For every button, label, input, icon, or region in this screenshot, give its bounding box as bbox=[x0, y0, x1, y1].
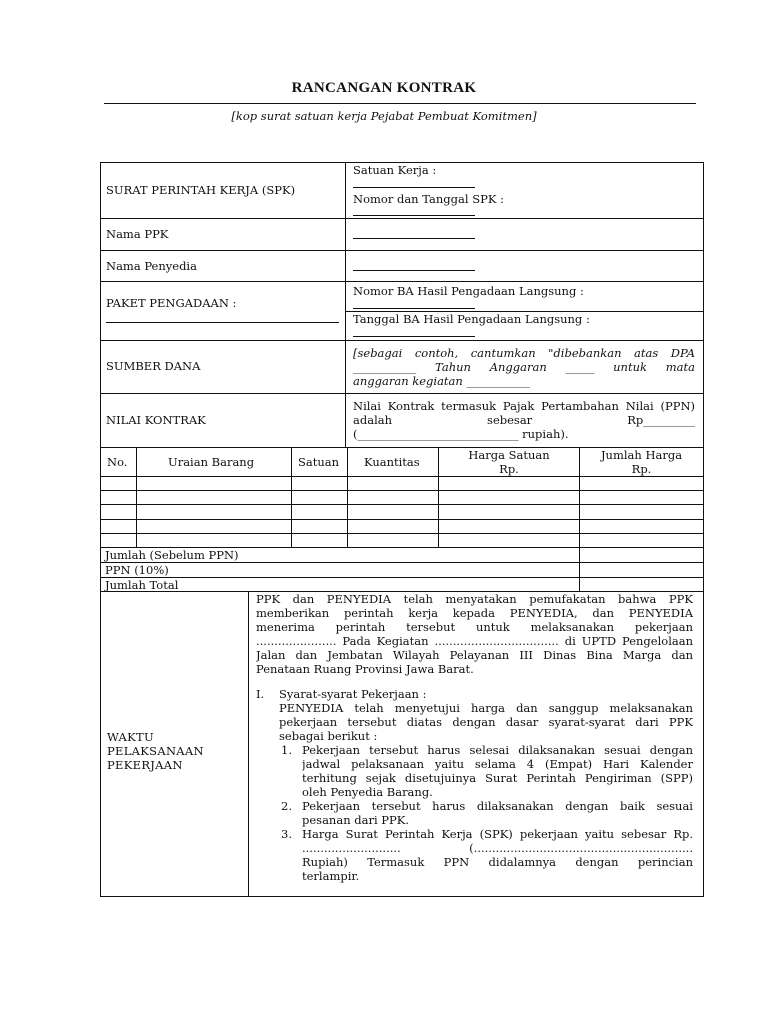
nilai-kontrak-label: NILAI KONTRAK bbox=[106, 413, 206, 427]
list-item-number: 1. bbox=[281, 743, 292, 757]
col-header-harga-satuan: Harga Satuan Rp. bbox=[468, 448, 550, 476]
waktu-label: WAKTU PELAKSANAAN PEKERJAAN bbox=[107, 730, 204, 772]
section-title: Syarat-syarat Pekerjaan : bbox=[279, 687, 427, 701]
col-header-kuantitas: Kuantitas bbox=[364, 455, 420, 469]
list-item-number: 2. bbox=[281, 799, 292, 813]
col-header-satuan: Satuan bbox=[298, 455, 340, 469]
title-rule bbox=[104, 103, 696, 104]
paket-pengadaan-blank bbox=[106, 322, 339, 323]
spk-label: SURAT PERINTAH KERJA (SPK) bbox=[106, 183, 296, 197]
tanggal-ba-blank bbox=[353, 336, 475, 337]
waktu-intro-paragraph: PPK dan PENYEDIA telah menyatakan pemufakatan bahwa PPK memberikan perintah kerja kepada PENYEDIA, dan PENYEDIA menerima perintah tersebut untuk melaksanakan pekerjaan ...................... Pada Kegiatan .................................. di UPTD Pengelolaan Jalan dan Jembatan Wilayah Pelayanan III Dinas Bina Marga dan Penataan Ruang Provinsi Jawa Barat. bbox=[256, 592, 693, 676]
section-paragraph: PENYEDIA telah menyetujui harga dan sanggup melaksanakan pekerjaan tersebut diatas dengan dasar syarat-syarat dari PPK sebagai berikut : bbox=[279, 701, 693, 743]
nomor-ba-label: Nomor BA Hasil Pengadaan Langsung : bbox=[353, 284, 584, 298]
document-title: RANCANGAN KONTRAK bbox=[291, 80, 477, 96]
section-number: I. bbox=[256, 687, 265, 701]
nama-penyedia-blank bbox=[353, 270, 475, 271]
summary-jumlah-sebelum-ppn: Jumlah (Sebelum PPN) bbox=[105, 548, 239, 562]
summary-ppn: PPN (10%) bbox=[105, 563, 169, 577]
summary-jumlah-total: Jumlah Total bbox=[105, 578, 179, 592]
nama-ppk-label: Nama PPK bbox=[106, 227, 169, 241]
sumber-dana-text: [sebagai contoh, cantumkan "dibebankan atas DPA ___________ Tahun Anggaran _____ untuk mata anggaran kegiatan ___________ bbox=[353, 346, 695, 388]
nama-penyedia-label: Nama Penyedia bbox=[106, 259, 197, 273]
document-subtitle: [kop surat satuan kerja Pejabat Pembuat Komitmen] bbox=[231, 109, 537, 123]
col-header-no: No. bbox=[107, 455, 128, 469]
list-item: Pekerjaan tersebut harus dilaksanakan dengan baik sesuai pesanan dari PPK. bbox=[302, 799, 693, 827]
satuan-kerja-blank bbox=[353, 187, 475, 188]
nomor-tanggal-spk-label: Nomor dan Tanggal SPK : bbox=[353, 192, 504, 206]
nilai-kontrak-text: Nilai Kontrak termasuk Pajak Pertambahan Nilai (PPN) adalah sebesar Rp_________ (____________________________ rupiah). bbox=[353, 399, 695, 441]
sumber-dana-label: SUMBER DANA bbox=[106, 359, 201, 373]
tanggal-ba-label: Tanggal BA Hasil Pengadaan Langsung : bbox=[353, 312, 590, 326]
paket-pengadaan-label: PAKET PENGADAAN : bbox=[106, 296, 237, 310]
list-item-number: 3. bbox=[281, 827, 292, 841]
list-item: Pekerjaan tersebut harus selesai dilaksanakan sesuai dengan jadwal pelaksanaan yaitu selama 4 (Empat) Hari Kalender terhitung sejak disetujuinya Surat Perintah Pengiriman (SPP) oleh Penyedia Barang. bbox=[302, 743, 693, 799]
col-header-jumlah-harga: Jumlah Harga Rp. bbox=[600, 448, 683, 476]
satuan-kerja-label: Satuan Kerja : bbox=[353, 163, 437, 177]
nomor-tanggal-spk-blank bbox=[353, 215, 475, 216]
list-item: Harga Surat Perintah Kerja (SPK) pekerjaan yaitu sebesar Rp. ........................... (............................................................ Rupiah) Termasuk PPN didalamnya dengan perincian terlampir. bbox=[302, 827, 693, 883]
nama-ppk-blank bbox=[353, 238, 475, 239]
nomor-ba-blank bbox=[353, 308, 475, 309]
col-header-uraian: Uraian Barang bbox=[168, 455, 255, 469]
